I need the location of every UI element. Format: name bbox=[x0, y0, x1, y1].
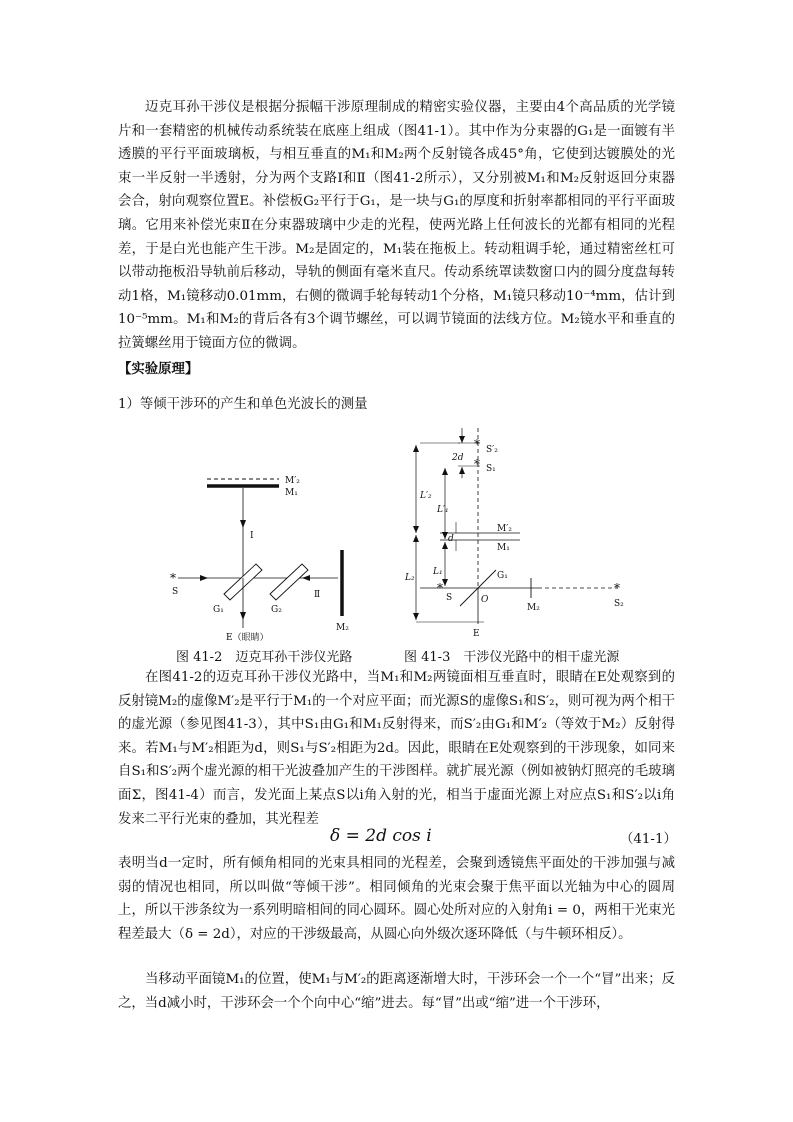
svg-text:*: * bbox=[474, 437, 480, 451]
label-o: O bbox=[481, 595, 489, 605]
label-2d: 2d bbox=[452, 453, 464, 463]
section-subheading: 1）等倾干涉环的产生和单色光波长的测量 bbox=[118, 397, 368, 412]
body-paragraph-3: 当移动平面镜M₁的位置，使M₁与M′₂的距离逐渐增大时，干涉环会一个一个“冒”出来；反之，当d减小时，干涉环会一个个向中心“缩”进去。每“冒”出或“缩”进一个干涉环， bbox=[118, 972, 675, 1011]
body-paragraph-1: 在图41-2的迈克耳孙干涉仪光路中，当M₁和M₂两镜面相互垂直时，眼睛在E处观察到的反射镜M₂的虚像M′₂是平行于M₁的一个对应平面；而光源S的虚像S₁和S′₂，则可视为两个相干的虚光源（参见图41-3），其中S₁由G₁和M₁反射得来，而S′₂由G₁和M′₂（等效于M₂）反射得来。若M₁与M′₂相距为d，则S₁与S′₂相距为2d。因此，眼睛在E处观察到的干涉现象，如同来自S₁和S′₂两个虚光源的相干光波叠加产生的干涉图样。就扩展光源（例如被钠灯照亮的毛玻璃面Σ，图41-4）而言，发光面上某点S以i角入射的光，相当于虚面光源上对应点S₁和S′₂以i角发来二平行光束的叠加，其光程差 bbox=[118, 670, 675, 827]
label-s2-prime: S′₂ bbox=[486, 445, 498, 455]
label-l2: L₂ bbox=[405, 573, 415, 583]
label-g1: G₁ bbox=[213, 605, 224, 615]
label-beam-2: Ⅱ bbox=[314, 590, 321, 600]
svg-text:*: * bbox=[614, 581, 620, 595]
equation-41-1 bbox=[0, 826, 793, 850]
label-l2-prime: L′₂ bbox=[420, 491, 432, 501]
figure-41-3-caption: 图 41-3 干涉仪光路中的相干虚光源 bbox=[404, 650, 620, 665]
equation-formula: δ = 2d cos i bbox=[330, 826, 432, 846]
label-l1: L₁ bbox=[433, 567, 443, 577]
label-m2-fig3: M₂ bbox=[527, 603, 540, 613]
equation-number: （41-1） bbox=[620, 832, 677, 847]
figure-41-2-caption: 图 41-2 迈克耳孙干涉仪光路 bbox=[176, 650, 353, 665]
label-s2: S₂ bbox=[614, 599, 624, 609]
label-m2: M₂ bbox=[336, 623, 349, 633]
label-g1-fig3: G₁ bbox=[497, 571, 508, 581]
label-eye: E（眼睛） bbox=[226, 633, 269, 643]
intro-paragraph: 迈克耳孙干涉仪是根据分振幅干涉原理制成的精密实验仪器，主要由4个高品质的光学镜片和一套精密的机械传动系统装在底座上组成（图41-1）。其中作为分束器的G₁是一面镀有半透膜的平行平面玻璃板，与相互垂直的M₁和M₂两个反射镜各成45°角，它使到达镀膜处的光束一半反射一半透射，分为两个支路Ⅰ和Ⅱ（图41-2所示），又分别被M₁和M₂反射返回分束器会合，射向观察位置E。补偿板G₂平行于G₁，是一块与G₁的厚度和折射率都相同的平行平面玻璃。它用来补偿光束Ⅱ在分束器玻璃中少走的光程，使两光路上任何波长的光都有相同的光程差，于是白光也能产生干涉。M₂是固定的，M₁装在拖板上。转动粗调手轮，通过精密丝杠可以带动拖板沿导轨前后移动，导轨的侧面有毫米直尺。传动系统罩读数窗口内的圆分度盘每转动1格，M₁镜移动0.01mm，右侧的微调手轮每转动1个分格，M₁镜只移动10⁻⁴mm，估计到10⁻⁵mm。M₁和M₂的背后各有3个调节螺丝，可以调节镜面的法线方位。M₂镜水平和垂直的拉簧螺丝用于镜面方位的微调。 bbox=[118, 100, 675, 351]
svg-text:*: * bbox=[170, 571, 176, 585]
label-s-fig3: S bbox=[446, 593, 453, 603]
label-s1: S₁ bbox=[486, 464, 496, 474]
label-m2-prime: M′₂ bbox=[285, 476, 300, 486]
label-g2: G₂ bbox=[271, 605, 282, 615]
label-m1: M₁ bbox=[285, 488, 298, 498]
label-m2-prime-fig3: M′₂ bbox=[497, 524, 512, 534]
label-d: d bbox=[448, 534, 454, 544]
label-l1-prime: L′₁ bbox=[437, 505, 449, 515]
svg-text:*: * bbox=[474, 457, 480, 471]
label-beam-1: Ⅰ bbox=[250, 531, 254, 541]
label-e-fig3: E bbox=[473, 629, 480, 639]
label-m1-fig3: M₁ bbox=[497, 543, 510, 553]
section-heading: 【实验原理】 bbox=[118, 361, 199, 377]
svg-text:*: * bbox=[437, 581, 443, 595]
body-paragraph-2: 表明当d一定时，所有倾角相同的光束具相同的光程差，会聚到透镜焦平面处的干涉加强与减弱的情况也相同，所以叫做“等倾干涉”。相同倾角的光束会聚于焦平面以光轴为中心的圆周上，所以干涉条纹为一系列明暗相间的同心圆环。圆心处所对应的入射角i = 0，两相干光束光程差最大（δ = 2d），对应的干涉级最高，从圆心向外级次逐环降低（与牛顿环相反）。 bbox=[118, 856, 675, 942]
label-s: S bbox=[172, 587, 179, 597]
